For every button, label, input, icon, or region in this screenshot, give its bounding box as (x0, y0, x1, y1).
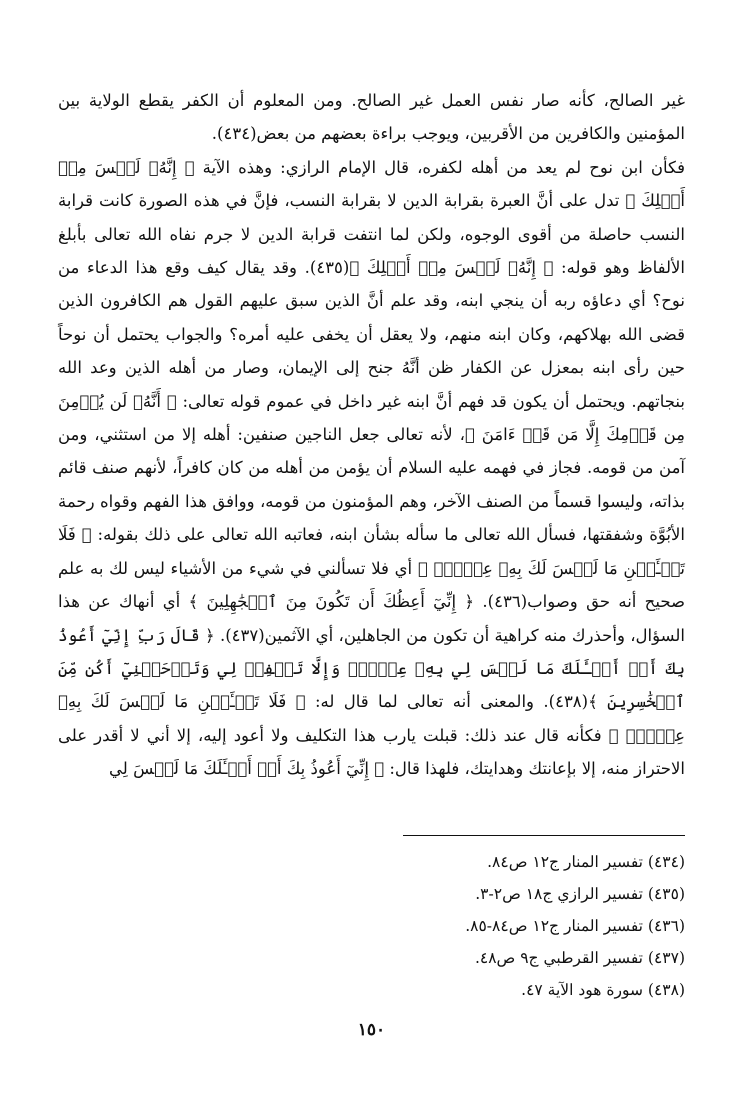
footnotes (58, 846, 685, 1006)
footnote-434: (٤٣٤) تفسير المنار ج١٢ ص٨٤. (487, 853, 685, 871)
footnote-separator (403, 835, 685, 836)
footnote-436: (٤٣٦) تفسير المنار ج١٢ ص٨٤-٨٥. (465, 917, 685, 935)
paragraph-2: فكأن ابن نوح لم يعد من أهله لكفره، قال الإمام الرازي: وهذه الآية ﴿ إِنَّهُۥ لَيۡسَ مِنۡ أَهۡلِكَ ﴾ تدل على أنَّ العبرة بقرابة الدين لا بقرابة النسب، فإنَّ في هذه الصورة كانت قرابة النسب حاصلة من أقوى الوجوه، ولكن لما انتفت قرابة الدين لا جرم نفاه الله تعالى بأبلغ الألفاظ وهو قوله: ﴿ إِنَّهُۥ لَيۡسَ مِنۡ أَهۡلِكَ ﴾(٤٣٥). وقد يقال كيف وقع هذا الدعاء من نوح؟ أي دعاؤه ربه أن ينجي ابنه، وقد علم أنَّ الذين سبق عليهم القول هم الكافرون الذين قضى الله بهلاكهم، وكان ابنه منهم، ولا يعقل أن يخفى عليه أمره؟ والجواب يحتمل أن نوحاً حين رأى ابنه بمعزل عن الكفار ظن أنَّهُ جنح إلى الإيمان، وصار من أهله الذين وعد الله بنجاتهم. ويحتمل أن يكون قد فهم أنَّ ابنه غير داخل في عموم قوله تعالى: ﴿ أَنَّهُۥ لَن يُؤۡمِنَ مِن قَوۡمِكَ إِلَّا مَن قَدۡ ءَامَنَ ﴾، لأنه تعالى جعل الناجين صنفين: أهله إلا من استثني، ومن آمن من قومه. فجاز في فهمه عليه السلام أن يؤمن من أهله من كان كافراً، لأنهم صنف قائم بذاته، وليسوا قسماً من الصنف الآخر، وهم المؤمنون من قومه، ووافق هذا الفهم وقواه رحمة الأبُوَّة وشفقتها، فسأل الله تعالى ما سأله بشأن ابنه، فعاتبه الله تعالى على ذلك بقوله: ﴿ فَلَا تَسۡـَٔلۡنِ مَا لَيۡسَ لَكَ بِهِۦ عِلۡمٌۖ ﴾ أي فلا تسألني في شيء من الأشياء ليس لك به علم صحيح أنه حق وصواب(٤٣٦). ﴿ إِنِّيٓ أَعِظُكَ أَن تَكُونَ مِنَ ٱلۡجَٰهِلِينَ ﴾ أي أنهاك عن هذا السؤال، وأحذرك منه كراهية أن تكون من الجاهلين، أي الآثمين(٤٣٧). ﴿ قَالَ رَبِّ إِنِّيٓ أَعُوذُ بِكَ أَنۡ أَسۡـَٔلَكَ مَا لَيۡسَ لِي بِهِۦ عِلۡمٌۖ وَإِلَّا تَغۡفِرۡ لِي وَتَرۡحَمۡنِيٓ أَكُن مِّنَ ٱلۡخَٰسِرِينَ ﴾(٤٣٨). والمعنى أنه تعالى لما قال له: ﴿ فَلَا تَسۡـَٔلۡنِ مَا لَيۡسَ لَكَ بِهِۦ عِلۡمٌۖ ﴾ فكأنه قال عند ذلك: قبلت يارب هذا التكليف ولا أعود إليه، إلا أني لا أقدر على الاحتراز منه، إلا بإعانتك وهدايتك، فلهذا قال: ﴿ إِنِّيٓ أَعُوذُ بِكَ أَنۡ أَسۡـَٔلَكَ مَا لَيۡسَ لِي (58, 157, 685, 779)
page-number: ١٥٠ (357, 1020, 386, 1040)
footnote-437: (٤٣٧) تفسير القرطبي ج٩ ص٤٨. (474, 949, 685, 967)
footnote-438: (٤٣٨) سورة هود الآية ٤٧. (521, 981, 685, 999)
paragraph-1: غير الصالح، كأنه صار نفس العمل غير الصالح. ومن المعلوم أن الكفر يقطع الولاية بين المؤمنين والكافرين من الأقربين، ويوجب براءة بعضهم من بعض(٤٣٤). (58, 91, 685, 144)
footnote-435: (٤٣٥) تفسير الرازي ج١٨ ص٢-٣. (475, 885, 685, 903)
main-text (58, 84, 685, 786)
